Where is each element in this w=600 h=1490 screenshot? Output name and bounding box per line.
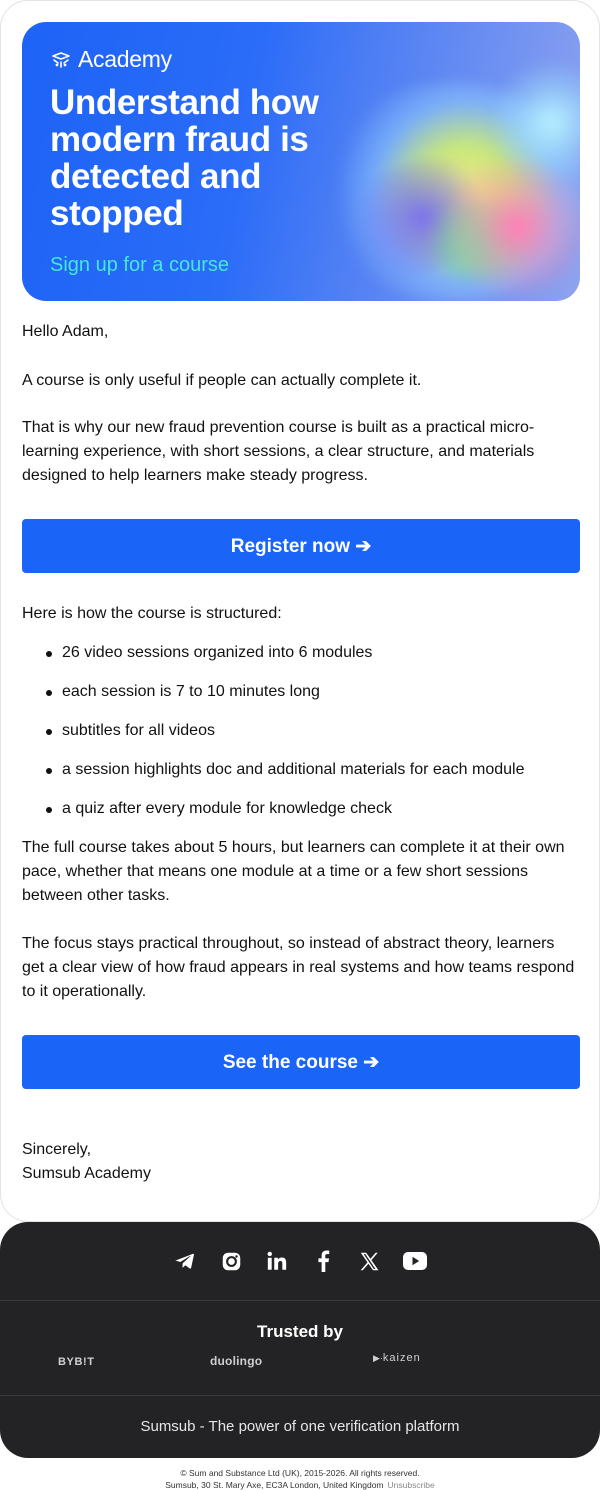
list-item: 26 video sessions organized into 6 modules	[22, 641, 580, 680]
hero-banner[interactable]	[22, 22, 580, 301]
see-the-course-button[interactable]: See the course ➔	[22, 1035, 580, 1089]
footer-divider	[0, 1395, 600, 1396]
hero-gradient-art-pink	[442, 152, 580, 301]
trusted-by-heading: Trusted by	[257, 1322, 343, 1341]
footer-tagline: Sumsub - The power of one verification platform	[140, 1418, 460, 1435]
duration-paragraph: The full course takes about 5 hours, but learners can complete it at their own pace, whether that means one module at a time or a few short sessions between other tasks.	[22, 839, 565, 904]
bybit-logo: BYB!T	[58, 1356, 95, 1368]
intro-paragraph: A course is only useful if people can actually complete it.	[22, 372, 422, 389]
list-item: each session is 7 to 10 minutes long	[22, 680, 580, 719]
course-structure-list	[22, 641, 580, 836]
kaizen-logo	[373, 1352, 421, 1364]
telegram-icon[interactable]	[170, 1246, 200, 1276]
copyright-text: © Sum and Substance Ltd (UK), 2015-2026. All rights reserved.	[180, 1468, 420, 1478]
x-icon[interactable]	[354, 1246, 384, 1276]
course-description-paragraph: That is why our new fraud prevention course is built as a practical micro-learning experience, with short sessions, a clear structure, and materials designed to help learners make steady progress.	[22, 419, 535, 484]
partner-logos	[0, 1354, 600, 1374]
linkedin-icon[interactable]	[262, 1246, 292, 1276]
legal-notice	[0, 1467, 600, 1490]
footer-divider	[0, 1300, 600, 1301]
unsubscribe-link[interactable]: Unsubscribe	[387, 1480, 435, 1490]
academy-brand	[50, 46, 172, 73]
facebook-icon[interactable]	[308, 1246, 338, 1276]
instagram-icon[interactable]	[216, 1246, 246, 1276]
signature: Sumsub Academy	[22, 1165, 151, 1182]
greeting: Hello Adam,	[22, 323, 109, 340]
company-address: Sumsub, 30 St. Mary Axe, EC3A London, United Kingdom	[165, 1480, 384, 1490]
social-links	[0, 1246, 600, 1276]
academy-brand-name: Academy	[78, 46, 172, 72]
list-item: subtitles for all videos	[22, 719, 580, 758]
list-item: a quiz after every module for knowledge check	[22, 797, 580, 836]
list-item: a session highlights doc and additional materials for each module	[22, 758, 580, 797]
footer	[0, 1222, 600, 1458]
focus-paragraph: The focus stays practical throughout, so instead of abstract theory, learners get a clear view of how fraud appears in real systems and how teams respond to it operationally.	[22, 935, 575, 1000]
address-line	[0, 1479, 600, 1490]
youtube-icon[interactable]	[400, 1246, 430, 1276]
kaizen-mark-icon: ▶·	[373, 1353, 383, 1363]
duolingo-logo: duolingo	[210, 1354, 263, 1368]
register-now-button[interactable]: Register now ➔	[22, 519, 580, 573]
structure-intro: Here is how the course is structured:	[22, 605, 282, 622]
signoff: Sincerely,	[22, 1141, 92, 1158]
hero-title: Understand how modern fraud is detected and stopped	[50, 83, 319, 233]
sign-up-link[interactable]: Sign up for a course	[50, 254, 229, 276]
academy-logo-icon	[50, 49, 72, 71]
kaizen-logo-text: kaizen	[382, 1352, 421, 1364]
